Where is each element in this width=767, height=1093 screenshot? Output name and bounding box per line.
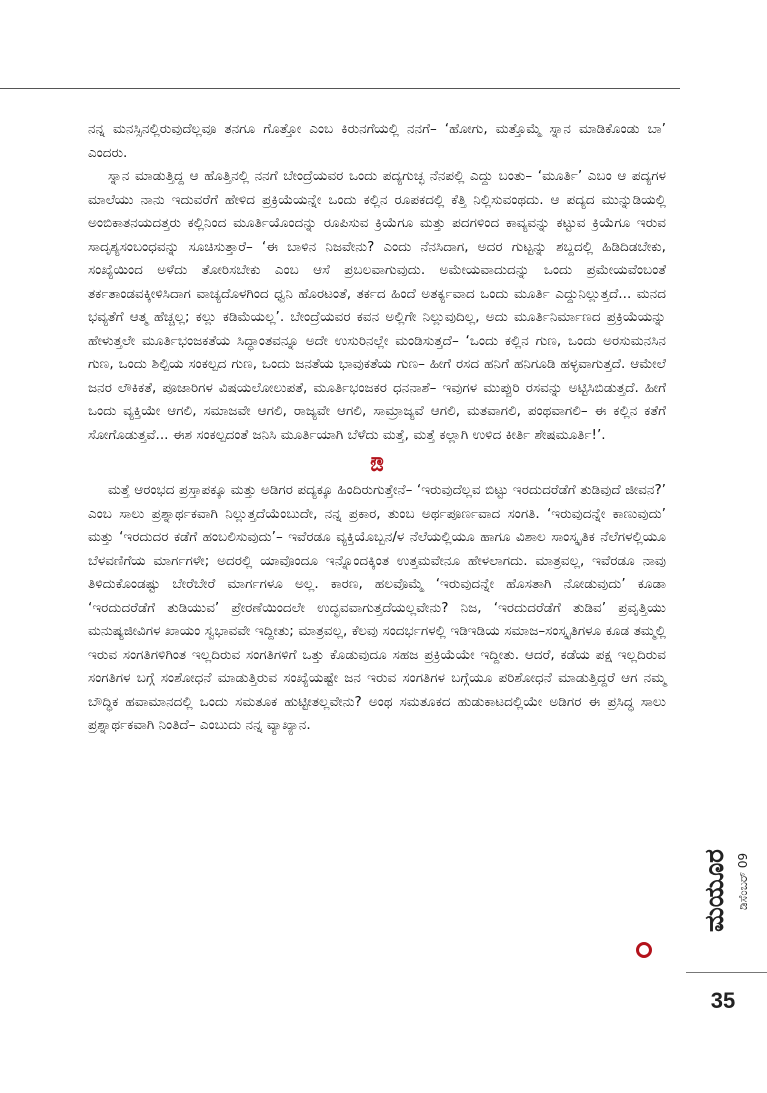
sidebar: [692, 820, 762, 970]
circle-icon: [636, 942, 652, 958]
sidebar-rule: [686, 972, 767, 973]
top-rule: [0, 88, 680, 89]
page-number: 35: [710, 988, 736, 1013]
magazine-title: ಮಯೂರ: [700, 849, 730, 932]
paragraph-bendre-murti: ಸ್ನಾನ ಮಾಡುತ್ತಿದ್ದ ಆ ಹೊತ್ತಿನಲ್ಲಿ ನನಗೆ ಬೇಂದ್ರೆಯವರ ಒಂದು ಪದ್ಯಗುಚ್ಛ ನೆನಪಲ್ಲಿ ಎದ್ದು ಬಂತು– ‘ಮೂರ್ತಿ’ ಎಬಂ ಆ ಪದ್ಯಗಳ ಮಾಲೆಯು ನಾನು ಇದುವರೆಗೆ ಹೇಳಿದ ಪ್ರಕ್ರಿಯೆಯನ್ನೇ ಒಂದು ಕಲ್ಲಿನ ರೂಪಕದಲ್ಲಿ ಕೆತ್ತಿ ನಿಲ್ಲಿಸುವಂಥದು. ಆ ಪದ್ಯದ ಮುನ್ನುಡಿಯಲ್ಲಿ ಅಂಬಿಕಾತನಯದತ್ತರು ಕಲ್ಲಿನಿಂದ ಮೂರ್ತಿಯೊಂದನ್ನು ರೂಪಿಸುವ ಕ್ರಿಯೆಗೂ ಮತ್ತು ಪದಗಳಿಂದ ಕಾವ್ಯವನ್ನು ಕಟ್ಟುವ ಕ್ರಿಯೆಗೂ ಇರುವ ಸಾದೃಶ್ಯಸಂಬಂಧವನ್ನು ಸೂಚಿಸುತ್ತಾರೆ– ‘ಈ ಬಾಳಿನ ನಿಜವೇನು? ಎಂದು ನೆನಸಿದಾಗ, ಅದರ ಗುಟ್ಟನ್ನು ಶಬ್ದದಲ್ಲಿ ಹಿಡಿದಿಡಬೇಕು, ಸಂಖ್ಯೆಯಿಂದ ಅಳೆದು ತೋರಿಸಬೇಕು ಎಂಬ ಆಸೆ ಪ್ರಬಲವಾಗುವುದು. ಅಮೇಯವಾದುದನ್ನು ಒಂದು ಪ್ರಮೇಯವೆಂಬಂತೆ ತರ್ಕತಾಂಡವಕ್ಕೀಳಿಸಿದಾಗ ವಾಚ್ಯದೊಳಗಿಂದ ಧ್ವನಿ ಹೊರಟಂತೆ, ತರ್ಕದ ಹಿಂದೆ ಅತರ್ಕ್ಯವಾದ ಒಂದು ಮೂರ್ತಿ ಎದ್ದುನಿಲ್ಲುತ್ತದೆ... ಮನದ ಭವ್ಯತೆಗೆ ಆತ್ಮ ಹೆಚ್ಚಲ್ಲ; ಕಲ್ಲು ಕಡಿಮೆಯಲ್ಲ’. ಬೇಂದ್ರೆಯವರ ಕವನ ಅಲ್ಲಿಗೇ ನಿಲ್ಲುವುದಿಲ್ಲ, ಅದು ಮೂರ್ತಿನಿರ್ಮಾಣದ ಪ್ರಕ್ರಿಯೆಯನ್ನು ಹೇಳುತ್ತಲೇ ಮೂರ್ತಿಭಂಜಕತೆಯ ಸಿದ್ಧಾಂತವನ್ನೂ ಅದೇ ಉಸುರಿನಲ್ಲೇ ಮಂಡಿಸುತ್ತದೆ– ‘ಒಂದು ಕಲ್ಲಿನ ಗುಣ, ಒಂದು ಅರಸುಮನಸಿನ ಗುಣ, ಒಂದು ಶಿಲ್ಪಿಯ ಸಂಕಲ್ಪದ ಗುಣ, ಒಂದು ಜನತೆಯ ಭಾವುಕತೆಯ ಗುಣ– ಹೀಗೆ ರಸದ ಹನಿಗೆ ಹನಿಗೂಡಿ ಹಳ್ಳವಾಗುತ್ತದೆ. ಆಮೇಲೆ ಜನರ ಲೌಕಿಕತೆ, ಪೂಜಾರಿಗಳ ವಿಷಯಲೋಲುಪತೆ, ಮೂರ್ತಿಭಂಜಕರ ಧನನಾಶೆ– ಇವುಗಳ ಮುಪ್ಪುರಿ ರಸವನ್ನು ಅಟ್ಟಿಸಿಬಿಡುತ್ತದೆ. ಹೀಗೆ ಒಂದು ವ್ಯಕ್ತಿಯೇ ಆಗಲಿ, ಸಮಾಜವೇ ಆಗಲಿ, ರಾಜ್ಯವೇ ಆಗಲಿ, ಸಾಮ್ರಾಜ್ಯವೆ ಆಗಲಿ, ಮತವಾಗಲಿ, ಪಂಥವಾಗಲಿ– ಈ ಕಲ್ಲಿನ ಕತೆಗೆ ಸೋಗೊಡುತ್ತವೆ... ಈಶ ಸಂಕಲ್ಪದಂತೆ ಜನಿಸಿ ಮೂರ್ತಿಯಾಗಿ ಬೆಳೆದು ಮತ್ತೆ, ಮತ್ತೆ ಕಲ್ಲಾಗಿ ಉಳಿದ ಕೀರ್ತಿ ಶೇಷಮೂರ್ತಿ!’.: [88, 168, 666, 443]
article-body: [88, 118, 666, 738]
paragraph-adiga-line: ಮತ್ತೆ ಆರಂಭದ ಪ್ರಸ್ತಾಪಕ್ಕೂ ಮತ್ತು ಅಡಿಗರ ಪದ್ಯಕ್ಕೂ ಹಿಂದಿರುಗುತ್ತೇನೆ– ‘ಇರುವುದೆಲ್ಲವ ಬಿಟ್ಟು ಇರದುದರೆಡೆಗೆ ತುಡಿವುದೆ ಜೀವನ?’ ಎಂಬ ಸಾಲು ಪ್ರಶ್ನಾರ್ಥಕವಾಗಿ ನಿಲ್ಲುತ್ತದೆಯೆಂಬುದೇ, ನನ್ನ ಪ್ರಕಾರ, ತುಂಬ ಅರ್ಥಪೂರ್ಣವಾದ ಸಂಗತಿ. ‘ಇರುವುದನ್ನೇ ಕಾಣುವುದು’ ಮತ್ತು ‘ಇರದುದರ ಕಡೆಗೆ ಹಂಬಲಿಸುವುದು’– ಇವೆರಡೂ ವ್ಯಕ್ತಿಯೊಬ್ಬನ/ಳ ನೆಲೆಯಲ್ಲಿಯೂ ಹಾಗೂ ವಿಶಾಲ ಸಾಂಸ್ಕೃತಿಕ ನೆಲೆಗಳಲ್ಲಿಯೂ ಬೆಳವಣಿಗೆಯ ಮಾರ್ಗಗಳೇ; ಅದರಲ್ಲಿ ಯಾವೊಂದೂ ಇನ್ನೊಂದಕ್ಕಿಂತ ಉತ್ತಮವೇನೂ ಹೇಳಲಾಗದು. ಮಾತ್ರವಲ್ಲ, ಇವೆರಡೂ ನಾವು ತಿಳಿದುಕೊಂಡಷ್ಟು ಬೇರೆಬೇರೆ ಮಾರ್ಗಗಳೂ ಅಲ್ಲ. ಕಾರಣ, ಹಲವೊಮ್ಮೆ ‘ಇರುವುದನ್ನೇ ಹೊಸತಾಗಿ ನೋಡುವುದು’ ಕೂಡಾ ‘ಇರದುದರೆಡೆಗೆ ತುಡಿಯುವ’ ಪ್ರೇರಣೆಯಿಂದಲೇ ಉದ್ಭವವಾಗುತ್ತದೆಯಲ್ಲವೇನು? ನಿಜ, ‘ಇರದುದರೆಡೆಗೆ ತುಡಿವ’ ಪ್ರವೃತ್ತಿಯು ಮನುಷ್ಯಜೀವಿಗಳ ಖಾಯಂ ಸ್ವಭಾವವೇ ಇದ್ದೀತು; ಮಾತ್ರವಲ್ಲ, ಕೆಲವು ಸಂದರ್ಭಗಳಲ್ಲಿ ಇಡಿಇಡಿಯ ಸಮಾಜ–ಸಂಸ್ಕೃತಿಗಳೂ ಕೂಡ ತಮ್ಮಲ್ಲಿ ಇರುವ ಸಂಗತಿಗಳಿಗಿಂತ ಇಲ್ಲದಿರುವ ಸಂಗತಿಗಳಿಗೆ ಒತ್ತು ಕೊಡುವುದೂ ಸಹಜ ಪ್ರಕ್ರಿಯೆಯೇ ಇದ್ದೀತು. ಆದರೆ, ಕಡೆಯ ಪಕ್ಷ ಇಲ್ಲದಿರುವ ಸಂಗತಿಗಳ ಬಗ್ಗೆ ಸಂಶೋಧನೆ ಮಾಡುತ್ತಿರುವ ಸಂಖ್ಯೆಯಷ್ಟೇ ಜನ ಇರುವ ಸಂಗತಿಗಳ ಬಗ್ಗೆಯೂ ಪರಿಶೋಧನೆ ಮಾಡುತ್ತಿದ್ದರೆ ಆಗ ನಮ್ಮ ಬೌದ್ಧಿಕ ಹವಾಮಾನದಲ್ಲಿ ಒಂದು ಸಮತೂಕ ಹುಟ್ಟೀತಲ್ಲವೇನು? ಅಂಥ ಸಮತೂಕದ ಹುಡುಕಾಟದಲ್ಲಿಯೇ ಅಡಿಗರ ಈ ಪ್ರಸಿದ್ಧ ಸಾಲು ಪ್ರಶ್ನಾರ್ಥಕವಾಗಿ ನಿಂತಿದೆ– ಎಂಬುದು ನನ್ನ ವ್ಯಾಖ್ಯಾನ.: [88, 482, 666, 733]
issue-date: ಡಿಸೆಂಬರ್ 09: [736, 852, 750, 910]
paragraph-continuation: ನನ್ನ ಮನಸ್ಸಿನಲ್ಲಿರುವುದೆಲ್ಲವೂ ತನಗೂ ಗೊತ್ತೋ ಎಂಬ ಕಿರುನಗೆಯಲ್ಲಿ ನನಗೆ– ‘ಹೋಗು, ಮತ್ತೊಮ್ಮೆ ಸ್ನಾನ ಮಾಡಿಕೊಂಡು ಬಾ’ ಎಂದರು.: [88, 121, 666, 161]
section-ornament-icon: ಔ: [370, 452, 384, 476]
